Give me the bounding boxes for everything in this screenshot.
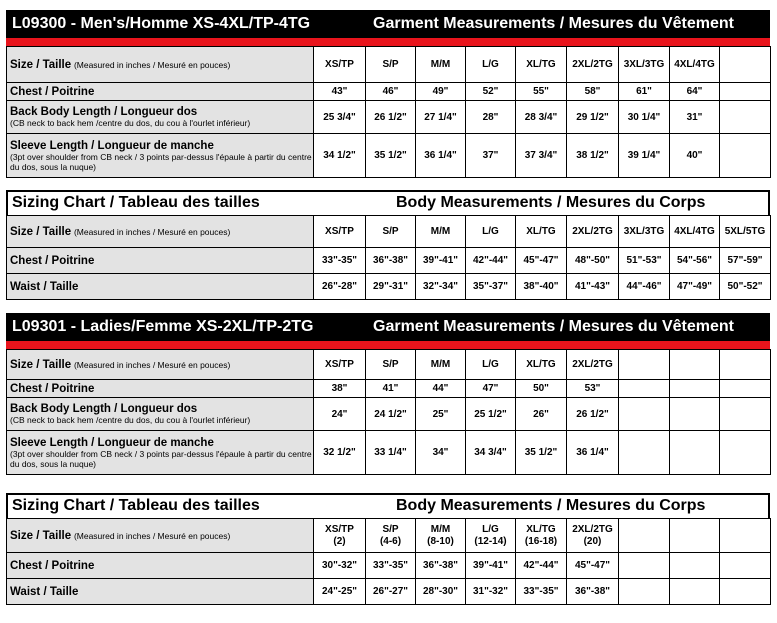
value-cell: 40" <box>670 134 720 178</box>
size-cell: 3XL/3TG <box>619 216 670 248</box>
value-cell: 25 1/2" <box>466 398 516 431</box>
size-cell: 2XL/2TG <box>567 216 619 248</box>
value-cell: 39"-41" <box>466 553 516 579</box>
size-cell: 2XL/2TG <box>567 47 619 83</box>
size-cell: L/G (12-14) <box>466 519 516 553</box>
value-cell: 39"-41" <box>416 248 466 274</box>
size-cell: XS/TP (2) <box>314 519 366 553</box>
value-cell: 54"-56" <box>670 248 720 274</box>
size-cell: XS/TP <box>314 350 366 380</box>
waist-row <box>7 579 771 605</box>
value-cell <box>720 579 771 605</box>
waist-label: Waist / Taille <box>7 274 314 300</box>
size-cell <box>619 350 670 380</box>
size-label-cell: Size / Taille (Measured in inches / Mesuré en pouces) <box>7 519 314 553</box>
value-cell: 45"-47" <box>516 248 567 274</box>
value-cell: 37 3/4" <box>516 134 567 178</box>
value-cell <box>720 101 771 134</box>
size-label-cell: Size / Taille (Measured in inches / Mesuré en pouces) <box>7 350 314 380</box>
size-label-cell: Size / Taille (Measured in inches / Mesuré en pouces) <box>7 216 314 248</box>
value-cell <box>670 380 720 398</box>
value-cell: 28"-30" <box>416 579 466 605</box>
value-cell <box>670 579 720 605</box>
ladies-body-table <box>6 518 771 605</box>
size-label-cell: Size / Taille (Measured in inches / Mesuré en pouces) <box>7 47 314 83</box>
sizing-chart-title: Sizing Chart / Tableau des tailles <box>12 194 260 211</box>
back-length-row <box>7 101 771 134</box>
chest-row <box>7 248 771 274</box>
value-cell: 36"-38" <box>366 248 416 274</box>
value-cell: 34 3/4" <box>466 431 516 475</box>
value-cell: 64" <box>670 83 720 101</box>
value-cell: 26" <box>516 398 567 431</box>
value-cell: 28 3/4" <box>516 101 567 134</box>
chest-label: Chest / Poitrine <box>7 380 314 398</box>
size-row <box>7 47 771 83</box>
size-cell: XS/TP <box>314 47 366 83</box>
value-cell: 44" <box>416 380 466 398</box>
value-cell <box>619 431 670 475</box>
value-cell: 32"-34" <box>416 274 466 300</box>
size-row <box>7 216 771 248</box>
value-cell <box>720 134 771 178</box>
value-cell <box>619 380 670 398</box>
value-cell: 57"-59" <box>720 248 771 274</box>
value-cell: 42"-44" <box>516 553 567 579</box>
value-cell <box>619 553 670 579</box>
value-cell: 46" <box>366 83 416 101</box>
waist-row <box>7 274 771 300</box>
value-cell: 26 1/2" <box>366 101 416 134</box>
men-title: L09300 - Men's/Homme XS-4XL/TP-4TG <box>12 15 311 32</box>
men-garment-table <box>6 46 771 178</box>
size-cell: XL/TG (16-18) <box>516 519 567 553</box>
value-cell <box>670 553 720 579</box>
size-cell: S/P <box>366 47 416 83</box>
value-cell: 29 1/2" <box>567 101 619 134</box>
men-body-section <box>6 190 770 300</box>
value-cell: 36 1/4" <box>416 134 466 178</box>
size-cell: 4XL/4TG <box>670 216 720 248</box>
value-cell: 43" <box>314 83 366 101</box>
size-cell: 5XL/5TG <box>720 216 771 248</box>
chest-row <box>7 380 771 398</box>
value-cell: 32 1/2" <box>314 431 366 475</box>
size-cell <box>670 350 720 380</box>
value-cell <box>619 398 670 431</box>
chest-label: Chest / Poitrine <box>7 83 314 101</box>
value-cell: 29"-31" <box>366 274 416 300</box>
waist-label: Waist / Taille <box>7 579 314 605</box>
value-cell: 31" <box>670 101 720 134</box>
red-divider <box>6 38 770 46</box>
size-cell: M/M <box>416 216 466 248</box>
value-cell: 50" <box>516 380 567 398</box>
chest-row <box>7 83 771 101</box>
value-cell: 33"-35" <box>314 248 366 274</box>
value-cell: 35"-37" <box>466 274 516 300</box>
value-cell: 24"-25" <box>314 579 366 605</box>
body-measurements-title: Body Measurements / Mesures du Corps <box>396 497 706 514</box>
size-row <box>7 350 771 380</box>
value-cell: 26"-27" <box>366 579 416 605</box>
value-cell: 25 3/4" <box>314 101 366 134</box>
men-header-bar <box>6 10 770 38</box>
value-cell: 34 1/2" <box>314 134 366 178</box>
value-cell: 35 1/2" <box>516 431 567 475</box>
size-cell: M/M <box>416 47 466 83</box>
size-cell: S/P <box>366 350 416 380</box>
value-cell <box>720 553 771 579</box>
red-divider <box>6 341 770 349</box>
value-cell: 47"-49" <box>670 274 720 300</box>
value-cell: 36"-38" <box>567 579 619 605</box>
back-length-label: Back Body Length / Longueur dos (CB neck to back hem /centre du dos, du cou à l'ourlet inférieur) <box>7 398 314 431</box>
value-cell <box>720 431 771 475</box>
size-cell: 4XL/4TG <box>670 47 720 83</box>
ladies-garment-table <box>6 349 771 475</box>
body-measurements-title: Body Measurements / Mesures du Corps <box>396 194 706 211</box>
value-cell: 35 1/2" <box>366 134 416 178</box>
size-cell: M/M <box>416 350 466 380</box>
back-length-row <box>7 398 771 431</box>
value-cell: 41" <box>366 380 416 398</box>
men-body-header <box>6 190 770 215</box>
value-cell: 36"-38" <box>416 553 466 579</box>
value-cell: 31"-32" <box>466 579 516 605</box>
value-cell: 25" <box>416 398 466 431</box>
value-cell: 26"-28" <box>314 274 366 300</box>
value-cell: 48"-50" <box>567 248 619 274</box>
size-cell: XL/TG <box>516 216 567 248</box>
ladies-title: L09301 - Ladies/Femme XS-2XL/TP-2TG <box>12 318 314 335</box>
value-cell: 47" <box>466 380 516 398</box>
value-cell: 41"-43" <box>567 274 619 300</box>
size-cell: XS/TP <box>314 216 366 248</box>
value-cell <box>720 398 771 431</box>
value-cell: 38" <box>314 380 366 398</box>
men-garment-title: Garment Measurements / Mesures du Vêtement <box>373 15 735 32</box>
value-cell <box>670 398 720 431</box>
value-cell: 33"-35" <box>516 579 567 605</box>
value-cell: 45"-47" <box>567 553 619 579</box>
value-cell <box>670 431 720 475</box>
value-cell <box>619 579 670 605</box>
value-cell: 34" <box>416 431 466 475</box>
value-cell: 30"-32" <box>314 553 366 579</box>
value-cell: 33"-35" <box>366 553 416 579</box>
value-cell: 49" <box>416 83 466 101</box>
back-length-label: Back Body Length / Longueur dos (CB neck to back hem /centre du dos, du cou à l'ourlet inférieur) <box>7 101 314 134</box>
value-cell <box>720 83 771 101</box>
value-cell: 24" <box>314 398 366 431</box>
size-cell: 3XL/3TG <box>619 47 670 83</box>
ladies-header-bar <box>6 313 770 341</box>
size-cell: XL/TG <box>516 350 567 380</box>
size-cell <box>670 519 720 553</box>
value-cell: 51"-53" <box>619 248 670 274</box>
value-cell: 33 1/4" <box>366 431 416 475</box>
size-cell: L/G <box>466 350 516 380</box>
value-cell: 30 1/4" <box>619 101 670 134</box>
value-cell <box>720 380 771 398</box>
sleeve-length-row <box>7 431 771 475</box>
chest-row <box>7 553 771 579</box>
size-cell: 2XL/2TG (20) <box>567 519 619 553</box>
size-row <box>7 519 771 553</box>
value-cell: 38"-40" <box>516 274 567 300</box>
size-cell: XL/TG <box>516 47 567 83</box>
size-cell <box>720 350 771 380</box>
value-cell: 38 1/2" <box>567 134 619 178</box>
size-cell: 2XL/2TG <box>567 350 619 380</box>
chest-label: Chest / Poitrine <box>7 248 314 274</box>
value-cell: 44"-46" <box>619 274 670 300</box>
value-cell: 50"-52" <box>720 274 771 300</box>
value-cell: 42"-44" <box>466 248 516 274</box>
ladies-body-header <box>6 493 770 518</box>
value-cell: 53" <box>567 380 619 398</box>
value-cell: 58" <box>567 83 619 101</box>
value-cell: 52" <box>466 83 516 101</box>
size-cell: S/P (4-6) <box>366 519 416 553</box>
ladies-garment-section <box>6 313 770 475</box>
value-cell: 36 1/4" <box>567 431 619 475</box>
value-cell: 55" <box>516 83 567 101</box>
size-cell <box>619 519 670 553</box>
value-cell: 27 1/4" <box>416 101 466 134</box>
value-cell: 26 1/2" <box>567 398 619 431</box>
size-cell: L/G <box>466 47 516 83</box>
size-cell <box>720 519 771 553</box>
ladies-body-section <box>6 493 770 605</box>
value-cell: 28" <box>466 101 516 134</box>
men-body-table <box>6 215 771 300</box>
men-garment-section <box>6 10 770 178</box>
value-cell: 39 1/4" <box>619 134 670 178</box>
size-cell: L/G <box>466 216 516 248</box>
sizing-chart-title: Sizing Chart / Tableau des tailles <box>12 497 260 514</box>
value-cell: 61" <box>619 83 670 101</box>
sleeve-length-label: Sleeve Length / Longueur de manche (3pt over shoulder from CB neck / 3 points par-dessus l'épaule à partir du centre du dos, sous la nuque) <box>7 134 314 178</box>
size-cell: S/P <box>366 216 416 248</box>
size-cell <box>720 47 771 83</box>
size-cell: M/M (8-10) <box>416 519 466 553</box>
value-cell: 37" <box>466 134 516 178</box>
value-cell: 24 1/2" <box>366 398 416 431</box>
ladies-garment-title: Garment Measurements / Mesures du Vêtement <box>373 318 735 335</box>
sleeve-length-row <box>7 134 771 178</box>
chest-label: Chest / Poitrine <box>7 553 314 579</box>
sleeve-length-label: Sleeve Length / Longueur de manche (3pt over shoulder from CB neck / 3 points par-dessus l'épaule à partir du centre du dos, sous la nuque) <box>7 431 314 475</box>
